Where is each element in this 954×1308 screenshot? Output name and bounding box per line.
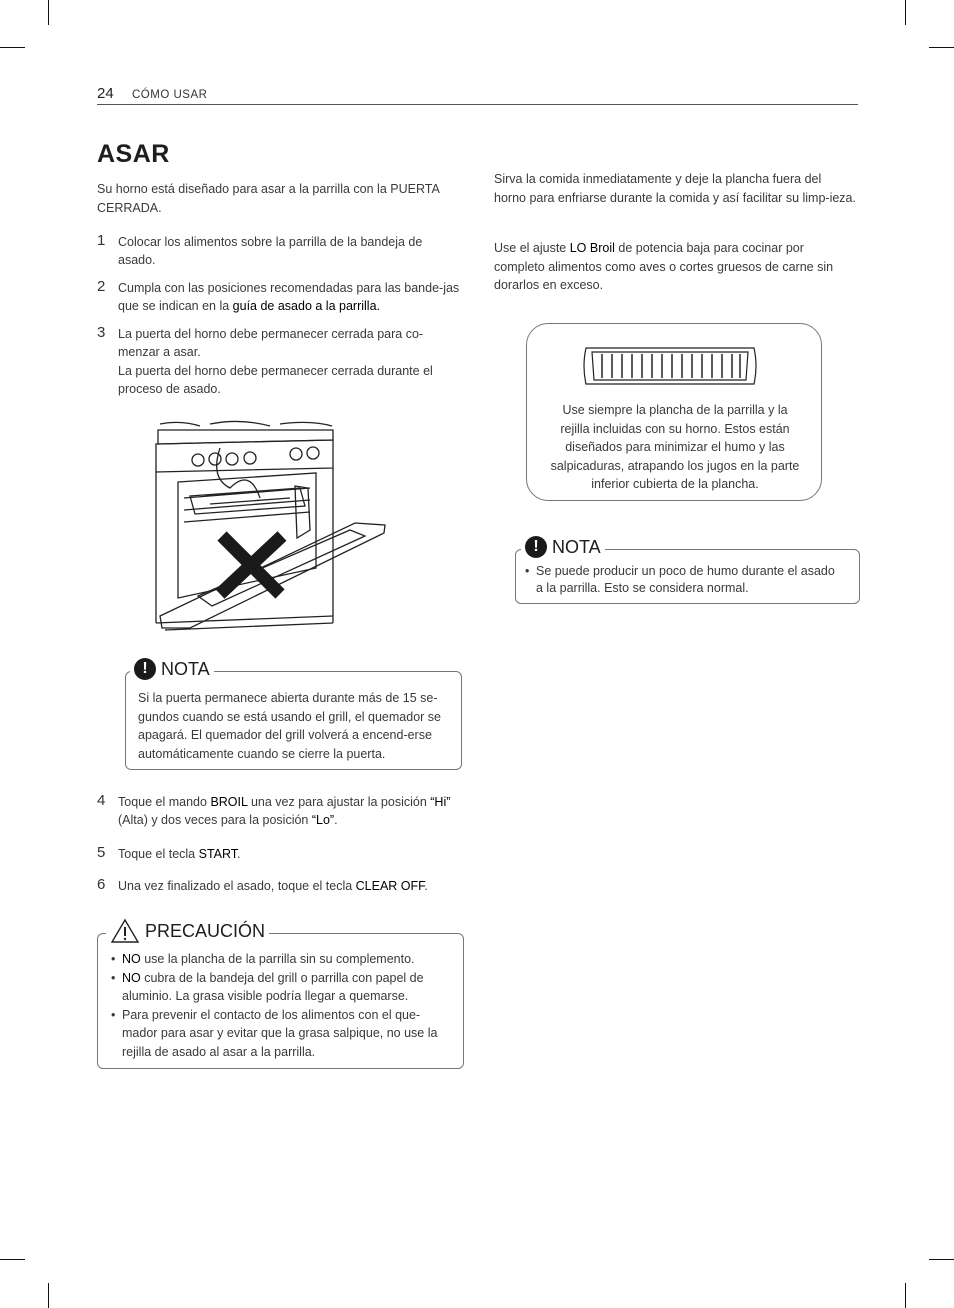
step-number: 1 [97, 232, 106, 249]
note-label: NOTA [161, 658, 210, 679]
page-title: ASAR [97, 140, 170, 168]
step-text: La puerta del horno debe permanecer cerrada para co-menzar a asar. [118, 327, 424, 359]
exclamation-icon: ! [134, 658, 156, 680]
step-number: 2 [97, 278, 106, 295]
warning-triangle-icon [110, 918, 140, 944]
note-label: NOTA [552, 536, 601, 557]
caution-item: • Para prevenir el contacto de los alimentos con el que-mador para asar y evitar que la grasa salpique, no use la rejilla de asado al asar a la parrilla. [110, 1006, 445, 1062]
crop-mark [929, 1259, 954, 1260]
step-number: 3 [97, 324, 106, 341]
step-text: Cumpla con las posiciones recomendadas para las bande-jas que se indican en la guía de asado a la parrilla. [118, 281, 460, 313]
header-rule [97, 104, 858, 105]
step-text: Toque el tecla START. [118, 847, 241, 861]
note-text: Si la puerta permanece abierta durante más de 15 se-gundos cuando se está usando el grill, el quemador se apagará. El quemador del grill volverá a encend-erse automáticamente cuando se cierre la puerta. [138, 691, 441, 761]
step-2 [97, 280, 462, 315]
intro-text: Su horno está diseñado para asar a la parrilla con la PUERTA CERRADA. [97, 182, 440, 215]
step-4 [97, 794, 462, 829]
exclamation-icon: ! [525, 536, 547, 558]
crop-mark [905, 1283, 906, 1308]
bold-text: guía de asado a la parrilla. [232, 298, 380, 313]
oven-door-open-illustration [150, 418, 390, 633]
step-text: Colocar los alimentos sobre la parrilla de la bandeja de asado. [118, 235, 423, 267]
crop-mark [0, 47, 25, 48]
note-heading [130, 658, 214, 680]
caution-item: • NO cubra de la bandeja del grill o parrilla con papel de aluminio. La grasa visible podría llegar a quemarse. [110, 969, 445, 1006]
step-number: 4 [97, 792, 106, 809]
step-number: 6 [97, 876, 106, 893]
page-number: 24 [97, 85, 114, 102]
step-text: Toque el mando BROIL una vez para ajustar la posición “Hi” (Alta) y dos veces para la posición “Lo”. [118, 795, 451, 827]
step-text: Una vez finalizado el asado, toque el tecla CLEAR OFF. [118, 879, 428, 893]
caution-label: PRECAUCIÓN [145, 920, 266, 941]
step-6 [97, 878, 462, 896]
serve-text: Sirva la comida inmediatamente y deje la plancha fuera del horno para enfriarse durante la comida y así facilitar su limp-ieza. [494, 172, 856, 205]
step-number: 5 [97, 844, 106, 861]
caution-list [110, 950, 445, 1061]
note-text: • Se puede producir un poco de humo durante el asado a la parrilla. Esto se considera normal. [524, 563, 836, 597]
step-1 [97, 234, 462, 269]
broil-pan-tip-text: Use siempre la plancha de la parrilla y la rejilla incluidas con su horno. Estos están diseñados para minimizar el humo y las salpicaduras, atrapando los jugos en la parte inferior cubierta de la plancha. [550, 403, 800, 491]
crop-mark [0, 1259, 25, 1260]
crop-mark [48, 1283, 49, 1308]
section-title: CÓMO USAR [132, 89, 208, 101]
note-heading [521, 536, 605, 558]
step-text: La puerta del horno debe permanecer cerrada durante el proceso de asado. [118, 364, 433, 396]
caution-item: • NO use la plancha de la parrilla sin su complemento. [110, 950, 445, 969]
crop-mark [905, 0, 906, 25]
crop-mark [48, 0, 49, 25]
lo-broil-text: Use el ajuste LO Broil de potencia baja para cocinar por completo alimentos como aves o cortes gruesos de carne sin dorarlos en exceso. [494, 241, 834, 292]
broil-pan-illustration [580, 342, 760, 390]
crop-mark [929, 47, 954, 48]
step-3 [97, 326, 462, 398]
caution-heading [106, 918, 269, 944]
step-5 [97, 846, 462, 864]
